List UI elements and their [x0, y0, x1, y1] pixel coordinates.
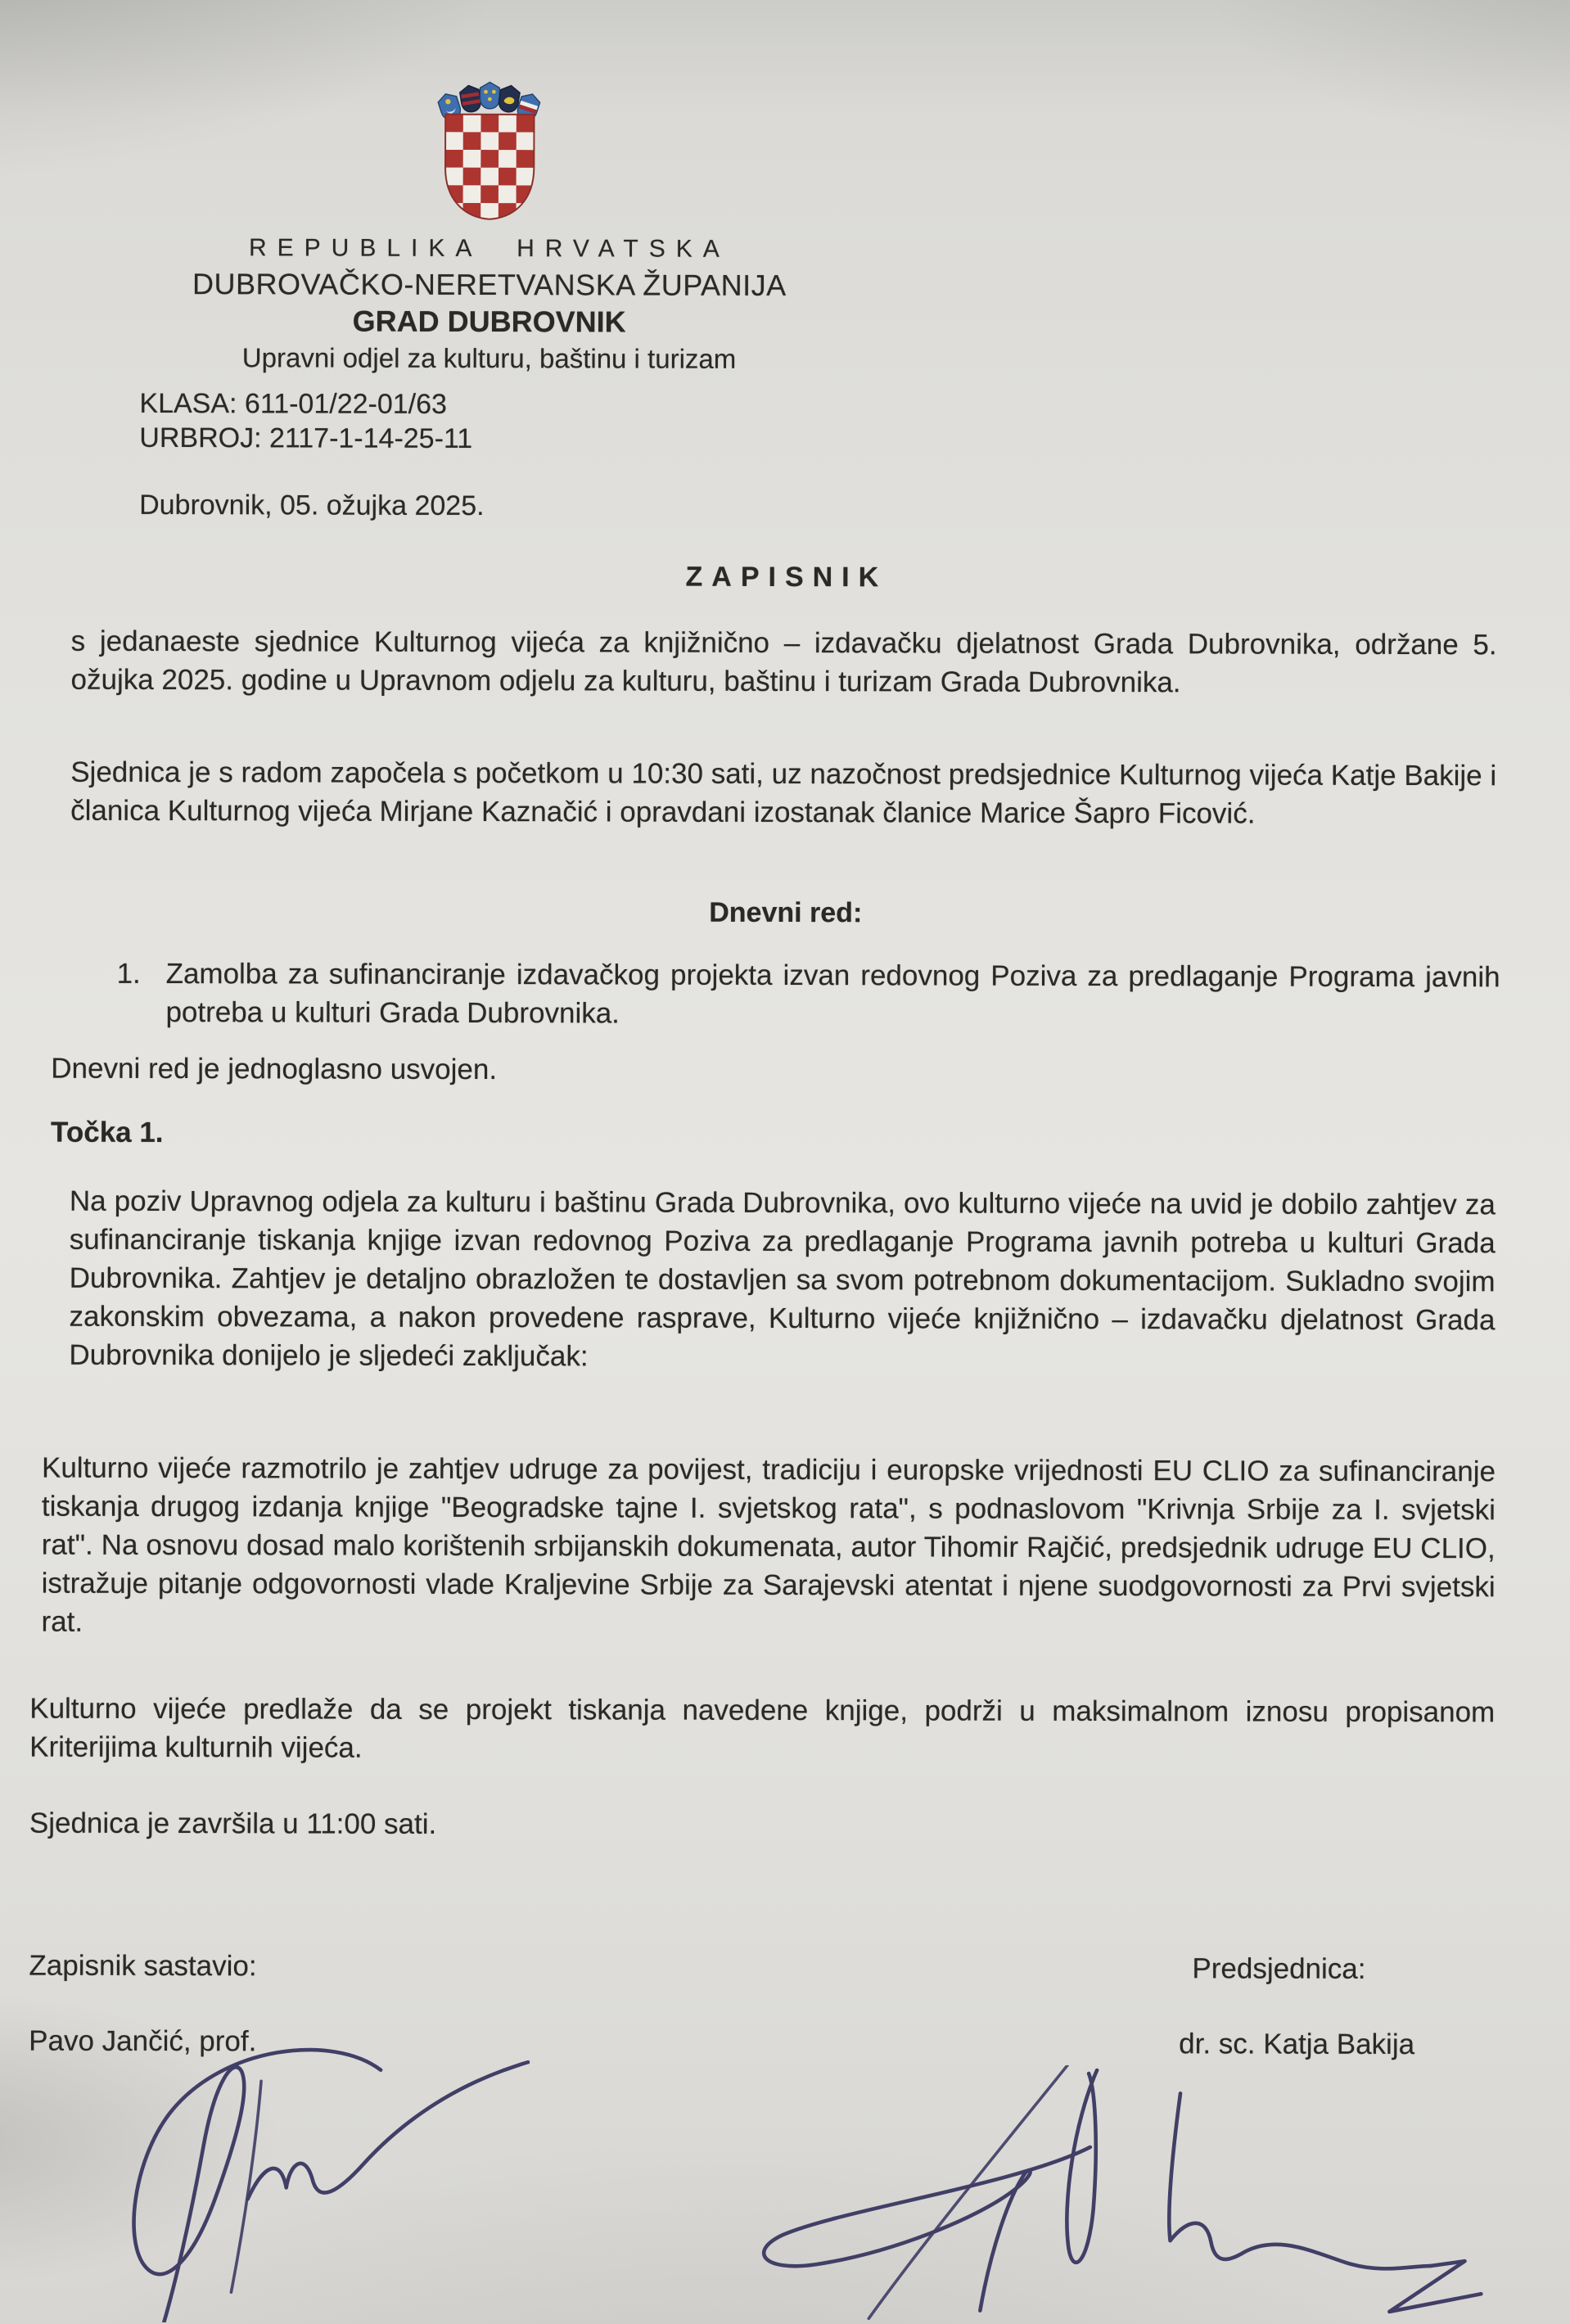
country-name: REPUBLIKA HRVATSKA — [248, 234, 730, 263]
recorder-label: Zapisnik sastavio: — [29, 1949, 257, 1983]
session-start-paragraph: Sjednica je s radom započela s početkom u 10:30 sati, uz nazočnost predsjednice Kulturnog vijeća Katje Bakije i članica Kulturnog vijeća Mirjane Kaznačić i opravdani izostanak članice Marice Šapro Ficović. — [70, 756, 1497, 830]
klasa-line: KLASA: 611-01/22-01/63 — [139, 387, 448, 420]
coat-shield — [445, 115, 535, 221]
agenda-adopted-paragraph: Dnevni red je jednoglasno usvojen. — [51, 1052, 498, 1086]
proposal-paragraph: Kulturno vijeće predlaže da se projekt tiskanja navedene knjige, podrži u maksimalnom iznosu propisanom Kriterijima kulturnih vijeća. — [29, 1692, 1496, 1764]
letterhead — [2, 78, 977, 375]
department-name: Upravni odjel za kulturu, baštinu i turizam — [241, 342, 737, 374]
agenda-heading: Dnevni red: — [709, 896, 863, 929]
croatian-coat-of-arms-icon — [437, 79, 542, 223]
recorder-name: Pavo Jančić, prof. — [29, 2024, 257, 2058]
city-name: GRAD DUBROVNIK — [352, 304, 626, 339]
session-end-paragraph: Sjednica je završila u 11:00 sati. — [29, 1807, 437, 1840]
agenda-item-text: Zamolba za sufinanciranje izdavačkog projekta izvan redovnog Poziva za predlaganje Programa javnih potreba u kulturi Grada Dubrovnika. — [165, 958, 1500, 1030]
urbroj-line: URBROJ: 2117-1-14-25-11 — [139, 422, 473, 454]
document-title: ZAPISNIK — [685, 561, 888, 593]
county-name: DUBROVAČKO-NERETVANSKA ŽUPANIJA — [192, 267, 787, 303]
dateline: Dubrovnik, 05. ožujka 2025. — [139, 489, 485, 522]
president-name: dr. sc. Katja Bakija — [1179, 2028, 1415, 2061]
reference-block — [139, 386, 472, 456]
agenda-item-number: 1. — [116, 957, 141, 990]
president-label: Predsjednica: — [1192, 1952, 1366, 1985]
point-1-heading: Točka 1. — [51, 1116, 164, 1149]
review-paragraph: Kulturno vijeće razmotrilo je zahtjev udruge za povijest, tradiciju i europske vrijednosti EU CLIO za sufinanciranje tiskanja drugog izdanja knjige "Beogradske tajne I. svjetskog rata", s podnaslovom "Krivnja Srbije za I. svjetski rat". Na osnovu dosad malo korištenih srbijanskih dokumenata, autor Tihomir Rajčić, predsjednik udruge EU CLIO, istražuje pitanje odgovornosti vlade Kraljevine Srbije za Sarajevski atentat i njene suodgovornosti za Prvi svjetski rat. — [41, 1451, 1496, 1638]
handwritten-signature-left-icon — [54, 2038, 530, 2324]
agenda-item — [116, 954, 1500, 1035]
handwritten-signature-right-icon — [738, 2065, 1568, 2324]
point-1-paragraph: Na poziv Upravnog odjela za kulturu i baštinu Grada Dubrovnika, ovo kulturno vijeće na uvid je dobilo zahtjev za sufinanciranje tiskanja knjige izvan redovnog Poziva za predlaganje Programa javnih potreba u kulturi Grada Dubrovnika. Zahtjev je detaljno obrazložen te dostavljen sa svom potrebnom dokumentacijom. Sukladno svojim zakonskim obvezama, a nakon provedene rasprave, Kulturno vijeće knjižnično – izdavačku djelatnost Grada Dubrovnika donijelo je sljedeći zaključak: — [69, 1185, 1496, 1373]
intro-paragraph: s jedanaeste sjednice Kulturnog vijeća za knjižnično – izdavačku djelatnost Grada Dubrovnika, održane 5. ožujka 2025. godine u Upravnom odjelu za kulturu, baštinu i turizam Grada Dubrovnika. — [70, 625, 1497, 699]
